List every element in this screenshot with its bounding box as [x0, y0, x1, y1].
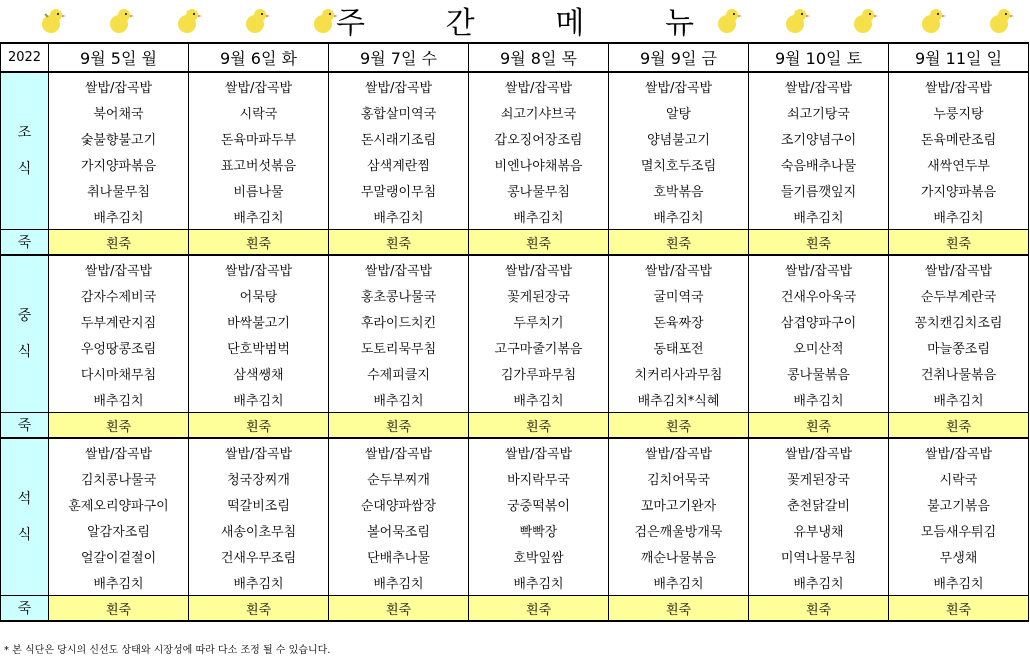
menu-item: 쌀밥/잡곡밥 [189, 438, 329, 465]
menu-item: 쌀밥/잡곡밥 [469, 438, 609, 465]
day-header: 9월 11일 일 [889, 43, 1029, 72]
menu-item: 쌀밥/잡곡밥 [189, 72, 329, 99]
menu-row [1, 491, 1029, 517]
menu-item: 고구마줄기볶음 [469, 334, 609, 360]
menu-row [1, 517, 1029, 543]
menu-item: 춘천닭갈비 [749, 491, 889, 517]
chick-icon [920, 6, 946, 36]
menu-item: 쌀밥/잡곡밥 [889, 72, 1029, 99]
menu-item: 비름나물 [189, 177, 329, 203]
menu-item: 건취나물볶음 [889, 360, 1029, 386]
menu-item: 쌀밥/잡곡밥 [609, 72, 749, 99]
menu-item: 배추김치 [749, 203, 889, 230]
day-header: 9월 9일 금 [609, 43, 749, 72]
menu-item: 홍합살미역국 [329, 99, 469, 125]
year-label: 2022 [1, 43, 49, 72]
meal-label: 중 식 [1, 255, 49, 413]
menu-item: 배추김치 [749, 569, 889, 596]
menu-item: 미역나물무침 [749, 543, 889, 569]
menu-item: 멸치호두조림 [609, 151, 749, 177]
juk-item: 흰죽 [469, 413, 609, 439]
menu-item: 쌀밥/잡곡밥 [189, 255, 329, 282]
menu-item: 바싹불고기 [189, 308, 329, 334]
menu-item: 돈육메란조림 [889, 125, 1029, 151]
juk-item: 흰죽 [889, 230, 1029, 256]
juk-item: 흰죽 [189, 413, 329, 439]
menu-item: 배추김치 [749, 386, 889, 413]
menu-row [1, 255, 1029, 282]
chick-icon [852, 6, 878, 36]
juk-item: 흰죽 [189, 230, 329, 256]
menu-item: 마늘쫑조림 [889, 334, 1029, 360]
juk-item: 흰죽 [329, 596, 469, 622]
menu-item: 훈제오리양파구이 [49, 491, 189, 517]
menu-item: 표고버섯볶음 [189, 151, 329, 177]
menu-item: 배추김치 [469, 386, 609, 413]
juk-item: 흰죽 [329, 230, 469, 256]
menu-item: 시락국 [889, 465, 1029, 491]
menu-item: 오미산적 [749, 334, 889, 360]
juk-item: 흰죽 [609, 230, 749, 256]
menu-item: 두부계란지짐 [49, 308, 189, 334]
juk-item: 흰죽 [889, 413, 1029, 439]
menu-row [1, 151, 1029, 177]
juk-item: 흰죽 [49, 596, 189, 622]
menu-item: 쌀밥/잡곡밥 [609, 438, 749, 465]
footnote: * 본 식단은 당시의 신선도 상태와 시장성에 따라 다소 조정 될 수 있습니다. [4, 645, 331, 656]
menu-item: 쌀밥/잡곡밥 [49, 72, 189, 99]
menu-row [1, 334, 1029, 360]
menu-item: 바지락무국 [469, 465, 609, 491]
menu-item: 알감자조림 [49, 517, 189, 543]
menu-item: 순대양파쌈장 [329, 491, 469, 517]
menu-item: 돈육마파두부 [189, 125, 329, 151]
menu-item: 배추김치 [889, 386, 1029, 413]
menu-item: 호박잎쌈 [469, 543, 609, 569]
menu-item: 배추김치 [889, 203, 1029, 230]
menu-item: 검은깨울방개묵 [609, 517, 749, 543]
juk-row [1, 596, 1029, 622]
menu-row [1, 569, 1029, 596]
juk-row [1, 230, 1029, 256]
menu-item: 호박볶음 [609, 177, 749, 203]
menu-item: 쇠고기탕국 [749, 99, 889, 125]
menu-item: 쌀밥/잡곡밥 [749, 72, 889, 99]
weekly-menu-table [0, 42, 1029, 622]
menu-row [1, 125, 1029, 151]
day-header: 9월 8일 목 [469, 43, 609, 72]
menu-item: 배추김치 [329, 386, 469, 413]
menu-item: 궁중떡볶이 [469, 491, 609, 517]
menu-item: 빡빡장 [469, 517, 609, 543]
menu-item: 숯불향불고기 [49, 125, 189, 151]
menu-item: 꼬마고기완자 [609, 491, 749, 517]
menu-item: 배추김치 [609, 569, 749, 596]
menu-item: 돈육짜장 [609, 308, 749, 334]
menu-item: 가지양파볶음 [889, 177, 1029, 203]
menu-item: 치커리사과무침 [609, 360, 749, 386]
menu-item: 단배추나물 [329, 543, 469, 569]
juk-label: 죽 [1, 230, 49, 256]
menu-item: 쌀밥/잡곡밥 [329, 255, 469, 282]
juk-item: 흰죽 [189, 596, 329, 622]
menu-item: 새송이초무침 [189, 517, 329, 543]
menu-item: 쌀밥/잡곡밥 [469, 255, 609, 282]
menu-item: 취나물무침 [49, 177, 189, 203]
menu-row [1, 177, 1029, 203]
menu-item: 시락국 [189, 99, 329, 125]
menu-item: 북어채국 [49, 99, 189, 125]
menu-item: 쌀밥/잡곡밥 [329, 72, 469, 99]
header [0, 0, 1030, 42]
juk-item: 흰죽 [749, 230, 889, 256]
menu-item: 동태포전 [609, 334, 749, 360]
menu-item: 쌀밥/잡곡밥 [609, 255, 749, 282]
chick-icon [108, 6, 134, 36]
menu-item: 김가루파무침 [469, 360, 609, 386]
menu-item: 쌀밥/잡곡밥 [749, 438, 889, 465]
day-header: 9월 10일 토 [749, 43, 889, 72]
juk-row [1, 413, 1029, 439]
menu-item: 배추김치 [329, 203, 469, 230]
menu-item: 어묵탕 [189, 282, 329, 308]
menu-row [1, 543, 1029, 569]
menu-item: 숙음배추나물 [749, 151, 889, 177]
menu-item: 쌀밥/잡곡밥 [49, 255, 189, 282]
chick-icon [312, 6, 338, 36]
juk-label: 죽 [1, 413, 49, 439]
menu-row [1, 360, 1029, 386]
menu-item: 가지양파볶음 [49, 151, 189, 177]
menu-row [1, 99, 1029, 125]
menu-item: 쌀밥/잡곡밥 [889, 255, 1029, 282]
menu-item: 삼겹양파구이 [749, 308, 889, 334]
menu-row [1, 282, 1029, 308]
juk-item: 흰죽 [469, 596, 609, 622]
menu-item: 수제피클지 [329, 360, 469, 386]
menu-item: 도토리묵무침 [329, 334, 469, 360]
menu-item: 배추김치 [189, 386, 329, 413]
menu-item: 무말랭이무침 [329, 177, 469, 203]
menu-item: 조기양념구이 [749, 125, 889, 151]
meal-label: 조 식 [1, 72, 49, 230]
menu-item: 배추김치 [49, 569, 189, 596]
menu-item: 콩나물볶음 [749, 360, 889, 386]
menu-body [1, 72, 1029, 621]
juk-item: 흰죽 [49, 230, 189, 256]
menu-row [1, 72, 1029, 99]
menu-item: 갑오징어장조림 [469, 125, 609, 151]
menu-item: 배추김치 [609, 203, 749, 230]
menu-item: 쌀밥/잡곡밥 [49, 438, 189, 465]
menu-item: 돈시래기조림 [329, 125, 469, 151]
menu-item: 배추김치 [329, 569, 469, 596]
menu-item: 꽃게된장국 [749, 465, 889, 491]
day-header: 9월 5일 월 [49, 43, 189, 72]
menu-item: 꽃게된장국 [469, 282, 609, 308]
day-header: 9월 7일 수 [329, 43, 469, 72]
menu-item: 들기름깻잎지 [749, 177, 889, 203]
chick-icon [716, 6, 742, 36]
juk-item: 흰죽 [749, 413, 889, 439]
chick-icon [244, 6, 270, 36]
menu-item: 볼어묵조림 [329, 517, 469, 543]
day-header: 9월 6일 화 [189, 43, 329, 72]
menu-row [1, 308, 1029, 334]
juk-item: 흰죽 [609, 413, 749, 439]
menu-item: 건새우무조림 [189, 543, 329, 569]
menu-item: 배추김치 [49, 203, 189, 230]
menu-item: 홍초콩나물국 [329, 282, 469, 308]
chick-icon [176, 6, 202, 36]
menu-item: 단호박범벅 [189, 334, 329, 360]
menu-item: 감자수제비국 [49, 282, 189, 308]
menu-item: 우엉땅콩조림 [49, 334, 189, 360]
menu-item: 불고기볶음 [889, 491, 1029, 517]
juk-item: 흰죽 [329, 413, 469, 439]
menu-item: 양념불고기 [609, 125, 749, 151]
menu-item: 무생채 [889, 543, 1029, 569]
day-header-row [1, 43, 1029, 72]
chick-icon [784, 6, 810, 36]
menu-item: 후라이드치킨 [329, 308, 469, 334]
juk-item: 흰죽 [469, 230, 609, 256]
menu-item: 김치어묵국 [609, 465, 749, 491]
menu-item: 쌀밥/잡곡밥 [329, 438, 469, 465]
menu-row [1, 465, 1029, 491]
menu-item: 배추김치 [889, 569, 1029, 596]
juk-item: 흰죽 [49, 413, 189, 439]
menu-item: 삼색쌩채 [189, 360, 329, 386]
juk-label: 죽 [1, 596, 49, 622]
menu-item: 배추김치 [49, 386, 189, 413]
menu-item: 김치콩나물국 [49, 465, 189, 491]
menu-item: 다시마채무침 [49, 360, 189, 386]
menu-item: 알탕 [609, 99, 749, 125]
menu-item: 두루치기 [469, 308, 609, 334]
chick-icon [40, 6, 66, 36]
menu-row [1, 438, 1029, 465]
menu-item: 건새우아욱국 [749, 282, 889, 308]
menu-item: 순두부찌개 [329, 465, 469, 491]
menu-item: 떡갈비조림 [189, 491, 329, 517]
menu-item: 배추김치 [469, 569, 609, 596]
menu-item: 얼갈이겉절이 [49, 543, 189, 569]
menu-item: 배추김치*식혜 [609, 386, 749, 413]
menu-item: 쌀밥/잡곡밥 [749, 255, 889, 282]
chick-icon [988, 6, 1014, 36]
menu-item: 모듬새우튀김 [889, 517, 1029, 543]
menu-item: 콩나물무침 [469, 177, 609, 203]
menu-item: 삼색계란찜 [329, 151, 469, 177]
menu-item: 꽁치캔김치조림 [889, 308, 1029, 334]
page-title: 주 간 메 뉴 [336, 6, 696, 41]
menu-item: 누룽지탕 [889, 99, 1029, 125]
menu-item: 순두부계란국 [889, 282, 1029, 308]
menu-item: 쇠고기샤브국 [469, 99, 609, 125]
menu-item: 유부냉채 [749, 517, 889, 543]
juk-item: 흰죽 [609, 596, 749, 622]
menu-row [1, 386, 1029, 413]
menu-item: 배추김치 [469, 203, 609, 230]
menu-item: 쌀밥/잡곡밥 [469, 72, 609, 99]
juk-item: 흰죽 [889, 596, 1029, 622]
menu-item: 청국장찌개 [189, 465, 329, 491]
meal-label: 석 식 [1, 438, 49, 596]
menu-item: 새싹연두부 [889, 151, 1029, 177]
menu-item: 배추김치 [189, 203, 329, 230]
menu-row [1, 203, 1029, 230]
menu-item: 배추김치 [189, 569, 329, 596]
juk-item: 흰죽 [749, 596, 889, 622]
menu-item: 쌀밥/잡곡밥 [889, 438, 1029, 465]
menu-item: 비엔나야채볶음 [469, 151, 609, 177]
menu-item: 깨순나물볶음 [609, 543, 749, 569]
menu-item: 굴미역국 [609, 282, 749, 308]
